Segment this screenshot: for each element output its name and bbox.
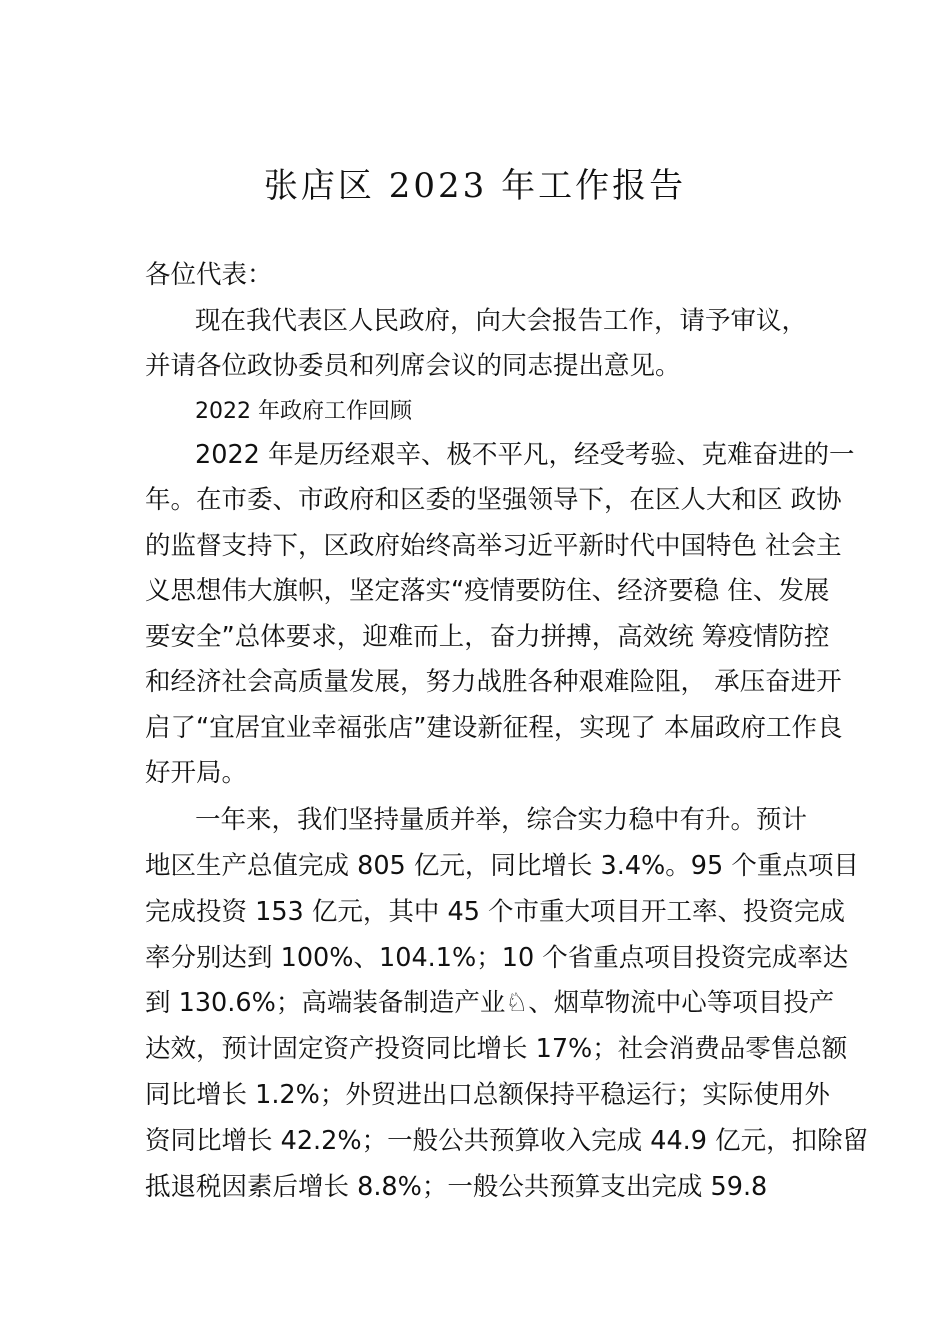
- paragraph-line: 率分别达到 100%、104.1%；10 个省重点项目投资完成率达: [145, 943, 849, 973]
- salutation: 各位代表：: [145, 260, 273, 290]
- paragraph-line: 达效，预计固定资产投资同比增长 17%；社会消费品零售总额: [145, 1034, 848, 1064]
- paragraph-line: 的监督支持下，区政府始终高举习近平新时代中国特色 社会主: [145, 531, 842, 561]
- document-title: 张店区 2023 年工作报告: [263, 166, 687, 206]
- paragraph-line: 要安全”总体要求，迎难而上，奋力拼搏，高效统 筹疫情防控: [145, 622, 830, 652]
- paragraph-line: 现在我代表区人民政府，向大会报告工作，请予审议，: [195, 306, 808, 336]
- paragraph-line: 和经济社会高质量发展，努力战胜各种艰难险阻， 承压奋进开: [145, 667, 842, 697]
- paragraph-line: 资同比增长 42.2%；一般公共预算收入完成 44.9 亿元，扣除留: [145, 1126, 869, 1156]
- paragraph-line: 年。在市委、市政府和区委的坚强领导下，在区人大和区 政协: [145, 485, 842, 515]
- paragraph-line: 好开局。: [145, 758, 248, 788]
- paragraph-line: 义思想伟大旗帜，坚定落实“疫情要防住、经济要稳 住、发展: [145, 576, 830, 606]
- paragraph-line: 并请各位政协委员和列席会议的同志提出意见。: [145, 351, 681, 381]
- section-heading: 2022 年政府工作回顾: [195, 399, 412, 424]
- paragraph-line: 抵退税因素后增长 8.8%；一般公共预算支出完成 59.8: [145, 1172, 768, 1202]
- paragraph-line: 地区生产总值完成 805 亿元，同比增长 3.4%。95 个重点项目: [145, 851, 859, 881]
- paragraph-line: 完成投资 153 亿元，其中 45 个市重大项目开工率、投资完成: [145, 897, 846, 927]
- paragraph-line: 同比增长 1.2%；外贸进出口总额保持平稳运行；实际使用外: [145, 1080, 830, 1110]
- paragraph-line: 一年来，我们坚持量质并举，综合实力稳中有升。预计: [195, 805, 808, 835]
- paragraph-line: 启了“宜居宜业幸福张店”建设新征程，实现了 本届政府工作良: [145, 713, 843, 743]
- paragraph-line: 到 130.6%；高端装备制造产业♘、烟草物流中心等项目投产: [145, 988, 835, 1018]
- paragraph-line: 2022 年是历经艰辛、极不平凡，经受考验、克难奋进的一: [195, 440, 855, 470]
